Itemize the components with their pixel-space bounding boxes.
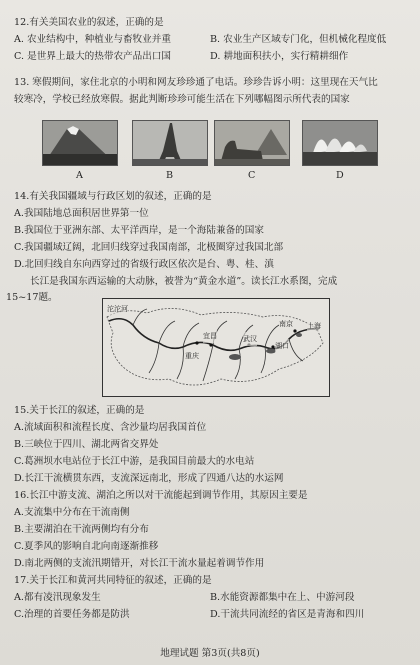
q17-stem: 17.关于长江和黄河共同特征的叙述，正确的是	[14, 575, 212, 586]
photo-label-d: D	[336, 170, 344, 181]
q15-option-a: A.流域面积和流程长度、含沙量均居我国首位	[14, 422, 207, 433]
q15-option-d: D.长江干流横贯东西，支流深远南北，形成了四通八达的水运网	[14, 473, 284, 484]
q14-option-c: C.我国疆域辽阔，北回归线穿过我国南部，北极圈穿过我国北部	[14, 242, 284, 253]
q12-option-b: B. 农业生产区域专门化，但机械化程度低	[210, 34, 387, 45]
q17-option-d: D.干流共同流经的省区是青海和四川	[210, 609, 365, 620]
q12-option-c: C. 是世界上最大的热带农产品出口国	[14, 51, 172, 62]
q15-stem: 15.关于长江的叙述，正确的是	[14, 405, 145, 416]
photo-eiffel-tower	[132, 120, 208, 166]
q12-option-a: A. 农业结构中，种植业与畜牧业并重	[14, 34, 171, 45]
q14-option-d: D.北回归线自东向西穿过的省级行政区依次是台、粤、桂、滇	[14, 259, 274, 270]
q12-stem: 12.有关美国农业的叙述，正确的是	[14, 17, 164, 28]
map-label-yichang: 宜昌	[203, 329, 217, 343]
yangtze-river-map	[102, 298, 330, 397]
photo-label-a: A	[76, 170, 83, 181]
q15-option-c: C.葛洲坝水电站位于长江中游，是我国目前最大的水电站	[14, 456, 255, 467]
map-label-hukou: 湖口	[275, 339, 289, 353]
q13-line-1: 13. 寒假期间，家住北京的小明和网友珍珍通了电话。珍珍告诉小明：这里现在天气比	[14, 77, 378, 88]
q16-option-d: D.南北两侧的支流汛期错开，对长江干流水量起着调节作用	[14, 558, 265, 569]
photo-label-b: B	[166, 170, 174, 181]
map-label-shanghai: 上海	[307, 319, 321, 333]
photo-mount-fuji	[42, 120, 118, 166]
q13-line-2: 较寒冷，学校已经放寒假。据此判断珍珍可能生活在下列哪幅图示所代表的国家	[14, 94, 350, 105]
intro-line-2: 15~17题。	[6, 292, 58, 303]
q16-option-b: B.主要湖泊在干流两侧均有分布	[14, 524, 149, 535]
intro-line-1: 长江是我国东西运输的大动脉，被誉为“黄金水道”。读长江水系图，完成	[30, 276, 338, 287]
q14-option-a: A.我国陆地总面积居世界第一位	[14, 208, 149, 219]
map-label-chongqing: 重庆	[185, 349, 199, 363]
photo-sphinx-pyramid	[214, 120, 290, 166]
q17-option-a: A.都有凌汛现象发生	[14, 592, 101, 603]
map-label-nanjing: 南京	[279, 317, 293, 331]
map-label-wuhan: 武汉	[243, 332, 257, 346]
q16-option-a: A.支流集中分布在干流南侧	[14, 507, 130, 518]
q16-option-c: C.夏季风的影响自北向南逐渐推移	[14, 541, 159, 552]
q14-stem: 14.有关我国疆域与行政区划的叙述，正确的是	[14, 191, 212, 202]
q12-option-d: D. 耕地面积扶小，实行精耕细作	[210, 51, 349, 62]
q17-option-c: C.治理的首要任务都是防洪	[14, 609, 130, 620]
photo-sydney-opera-house	[302, 120, 378, 166]
q15-option-b: B.三峡位于四川、湖北两省交界处	[14, 439, 159, 450]
q14-option-b: B.我国位于亚洲东部、太平洋西岸，是一个海陆兼备的国家	[14, 225, 264, 236]
page-footer: 地理试题 第3页(共8页)	[160, 648, 260, 659]
q17-option-b: B.水能资源都集中在上、中游河段	[210, 592, 355, 603]
map-label-tuotuo: 沱沱河	[107, 302, 128, 316]
q16-stem: 16.长江中游支流、湖泊之所以对干流能起到调节作用，其原因主要是	[14, 490, 308, 501]
photo-label-c: C	[248, 170, 256, 181]
